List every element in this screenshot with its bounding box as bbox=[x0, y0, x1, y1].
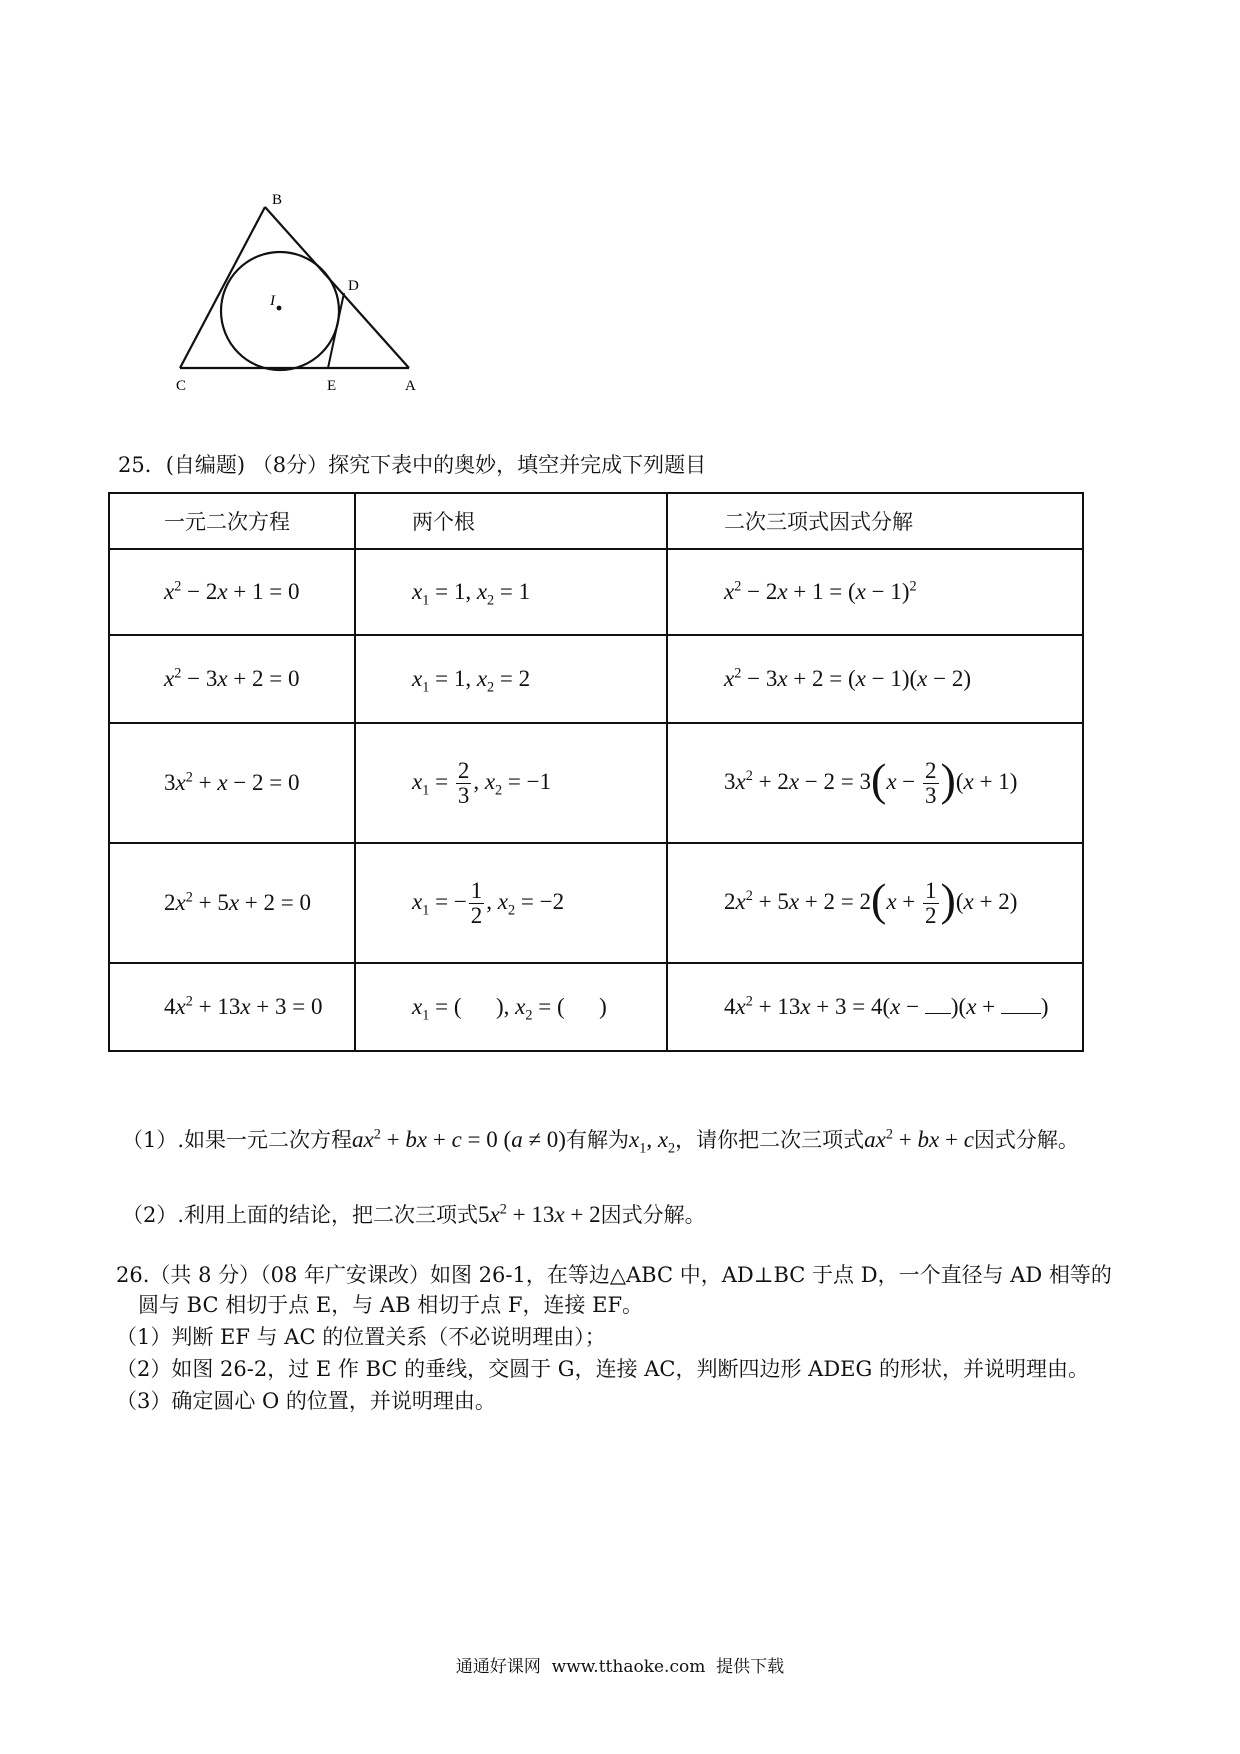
part2-text-a: （2）.利用上面的结论，把二次三项式 bbox=[122, 1203, 479, 1227]
header-roots: 两个根 bbox=[355, 493, 667, 549]
row5-equation: $4x^2 + 13x + 3 = 0$ bbox=[109, 963, 355, 1051]
part1-text-a: （1）.如果一元二次方程 bbox=[122, 1128, 353, 1152]
incircle-triangle-figure bbox=[150, 180, 440, 400]
label-e: E bbox=[327, 378, 337, 394]
row2-equation: $x^2 - 3x + 2 = 0$ bbox=[109, 635, 355, 723]
center-point-i bbox=[277, 306, 282, 311]
side-bc bbox=[180, 207, 265, 368]
q26-line2: 圆与 BC 相切于点 E，与 AB 相切于点 F，连接 EF。 bbox=[138, 1293, 644, 1317]
row3-factorization: $3x^2 + 2x - 2 = 3(x$ − $\frac{2}{3}$ )(x + 1) bbox=[667, 723, 1083, 843]
part1-text-d: 因式分解。 bbox=[973, 1128, 1079, 1152]
row1-roots: $x_1 = 1$, $x_2 = 1$ bbox=[355, 549, 667, 635]
table-row bbox=[109, 843, 1083, 963]
table-row bbox=[109, 549, 1083, 635]
row1-equation: $x^2 - 2x + 1 = 0$ bbox=[109, 549, 355, 635]
label-b: B bbox=[272, 192, 283, 208]
row2-roots: $x_1 = 1$, $x_2 = 2$ bbox=[355, 635, 667, 723]
side-ba bbox=[265, 207, 409, 368]
quadratic-table bbox=[108, 492, 1084, 1052]
part2-trinomial: $5x^2 + 13x + 2$ bbox=[478, 1201, 601, 1227]
q25-part2 bbox=[122, 1200, 706, 1230]
table-row bbox=[109, 723, 1083, 843]
part1-text-b: 有解为 bbox=[565, 1128, 629, 1152]
part1-trinomial: $ax^2$ + bx + c bbox=[864, 1126, 974, 1152]
incircle bbox=[221, 252, 339, 370]
row5-roots: $x_1$ = ( ), $x_2$ = ( ) bbox=[355, 963, 667, 1051]
label-i: I bbox=[270, 293, 275, 309]
label-a: A bbox=[405, 378, 416, 394]
table-header-row bbox=[109, 493, 1083, 549]
row1-factorization: $x^2 - 2x + 1 = (x - 1)^2$ bbox=[667, 549, 1083, 635]
row5-factorization: $4x^2 + 13x + 3 = 4(x - )(x$ + ) bbox=[667, 963, 1083, 1051]
row2-factorization: $x^2 - 3x + 2 = (x - 1)(x - 2)$ bbox=[667, 635, 1083, 723]
q26-sub1: （1）判断 EF 与 AC 的位置关系（不必说明理由）； bbox=[116, 1325, 606, 1349]
part1-roots: $x_1$, $x_2$ bbox=[628, 1127, 676, 1157]
row4-factorization: $2x^2 + 5x + 2 = 2(x$ + $\frac{1}{2}$ )(x + 2) bbox=[667, 843, 1083, 963]
part1-equation: $ax^2$ + bx + c = 0 (a ≠ 0) bbox=[352, 1126, 566, 1152]
label-c: C bbox=[176, 378, 187, 394]
q25-heading: 25．(自编题) （8分）探究下表中的奥妙，填空并完成下列题目 bbox=[118, 453, 707, 477]
row4-equation: $2x^2 + 5x + 2 = 0$ bbox=[109, 843, 355, 963]
header-factorization: 二次三项式因式分解 bbox=[667, 493, 1083, 549]
footer: 通通好课网 www.tthaoke.com 提供下载 bbox=[455, 1657, 785, 1677]
table-row bbox=[109, 635, 1083, 723]
tangent-de bbox=[328, 293, 344, 368]
q26-sub2: （2）如图 26-2，过 E 作 BC 的垂线，交圆于 G，连接 AC，判断四边形 ADEG 的形状，并说明理由。 bbox=[116, 1357, 1089, 1381]
row3-roots: $x_1$ = $\frac{2}{3}$ , $x_2 = -1$ bbox=[355, 723, 667, 843]
row3-equation: $3x^2 + x - 2 = 0$ bbox=[109, 723, 355, 843]
row4-roots: $x_1$ = − $\frac{1}{2}$ , $x_2 = -2$ bbox=[355, 843, 667, 963]
q26-sub3: （3）确定圆心 O 的位置，并说明理由。 bbox=[116, 1389, 496, 1413]
part2-text-b: 因式分解。 bbox=[600, 1203, 706, 1227]
q26-line1: 26.（共 8 分）（08 年广安课改）如图 26-1，在等边△ABC 中，AD⊥BC 于点 D，一个直径与 AD 相等的 bbox=[116, 1263, 1112, 1287]
table-row bbox=[109, 963, 1083, 1051]
q25-part1 bbox=[122, 1125, 1079, 1155]
label-d: D bbox=[348, 278, 359, 294]
header-equation: 一元二次方程 bbox=[109, 493, 355, 549]
part1-text-c: ，请你把二次三项式 bbox=[675, 1128, 865, 1152]
